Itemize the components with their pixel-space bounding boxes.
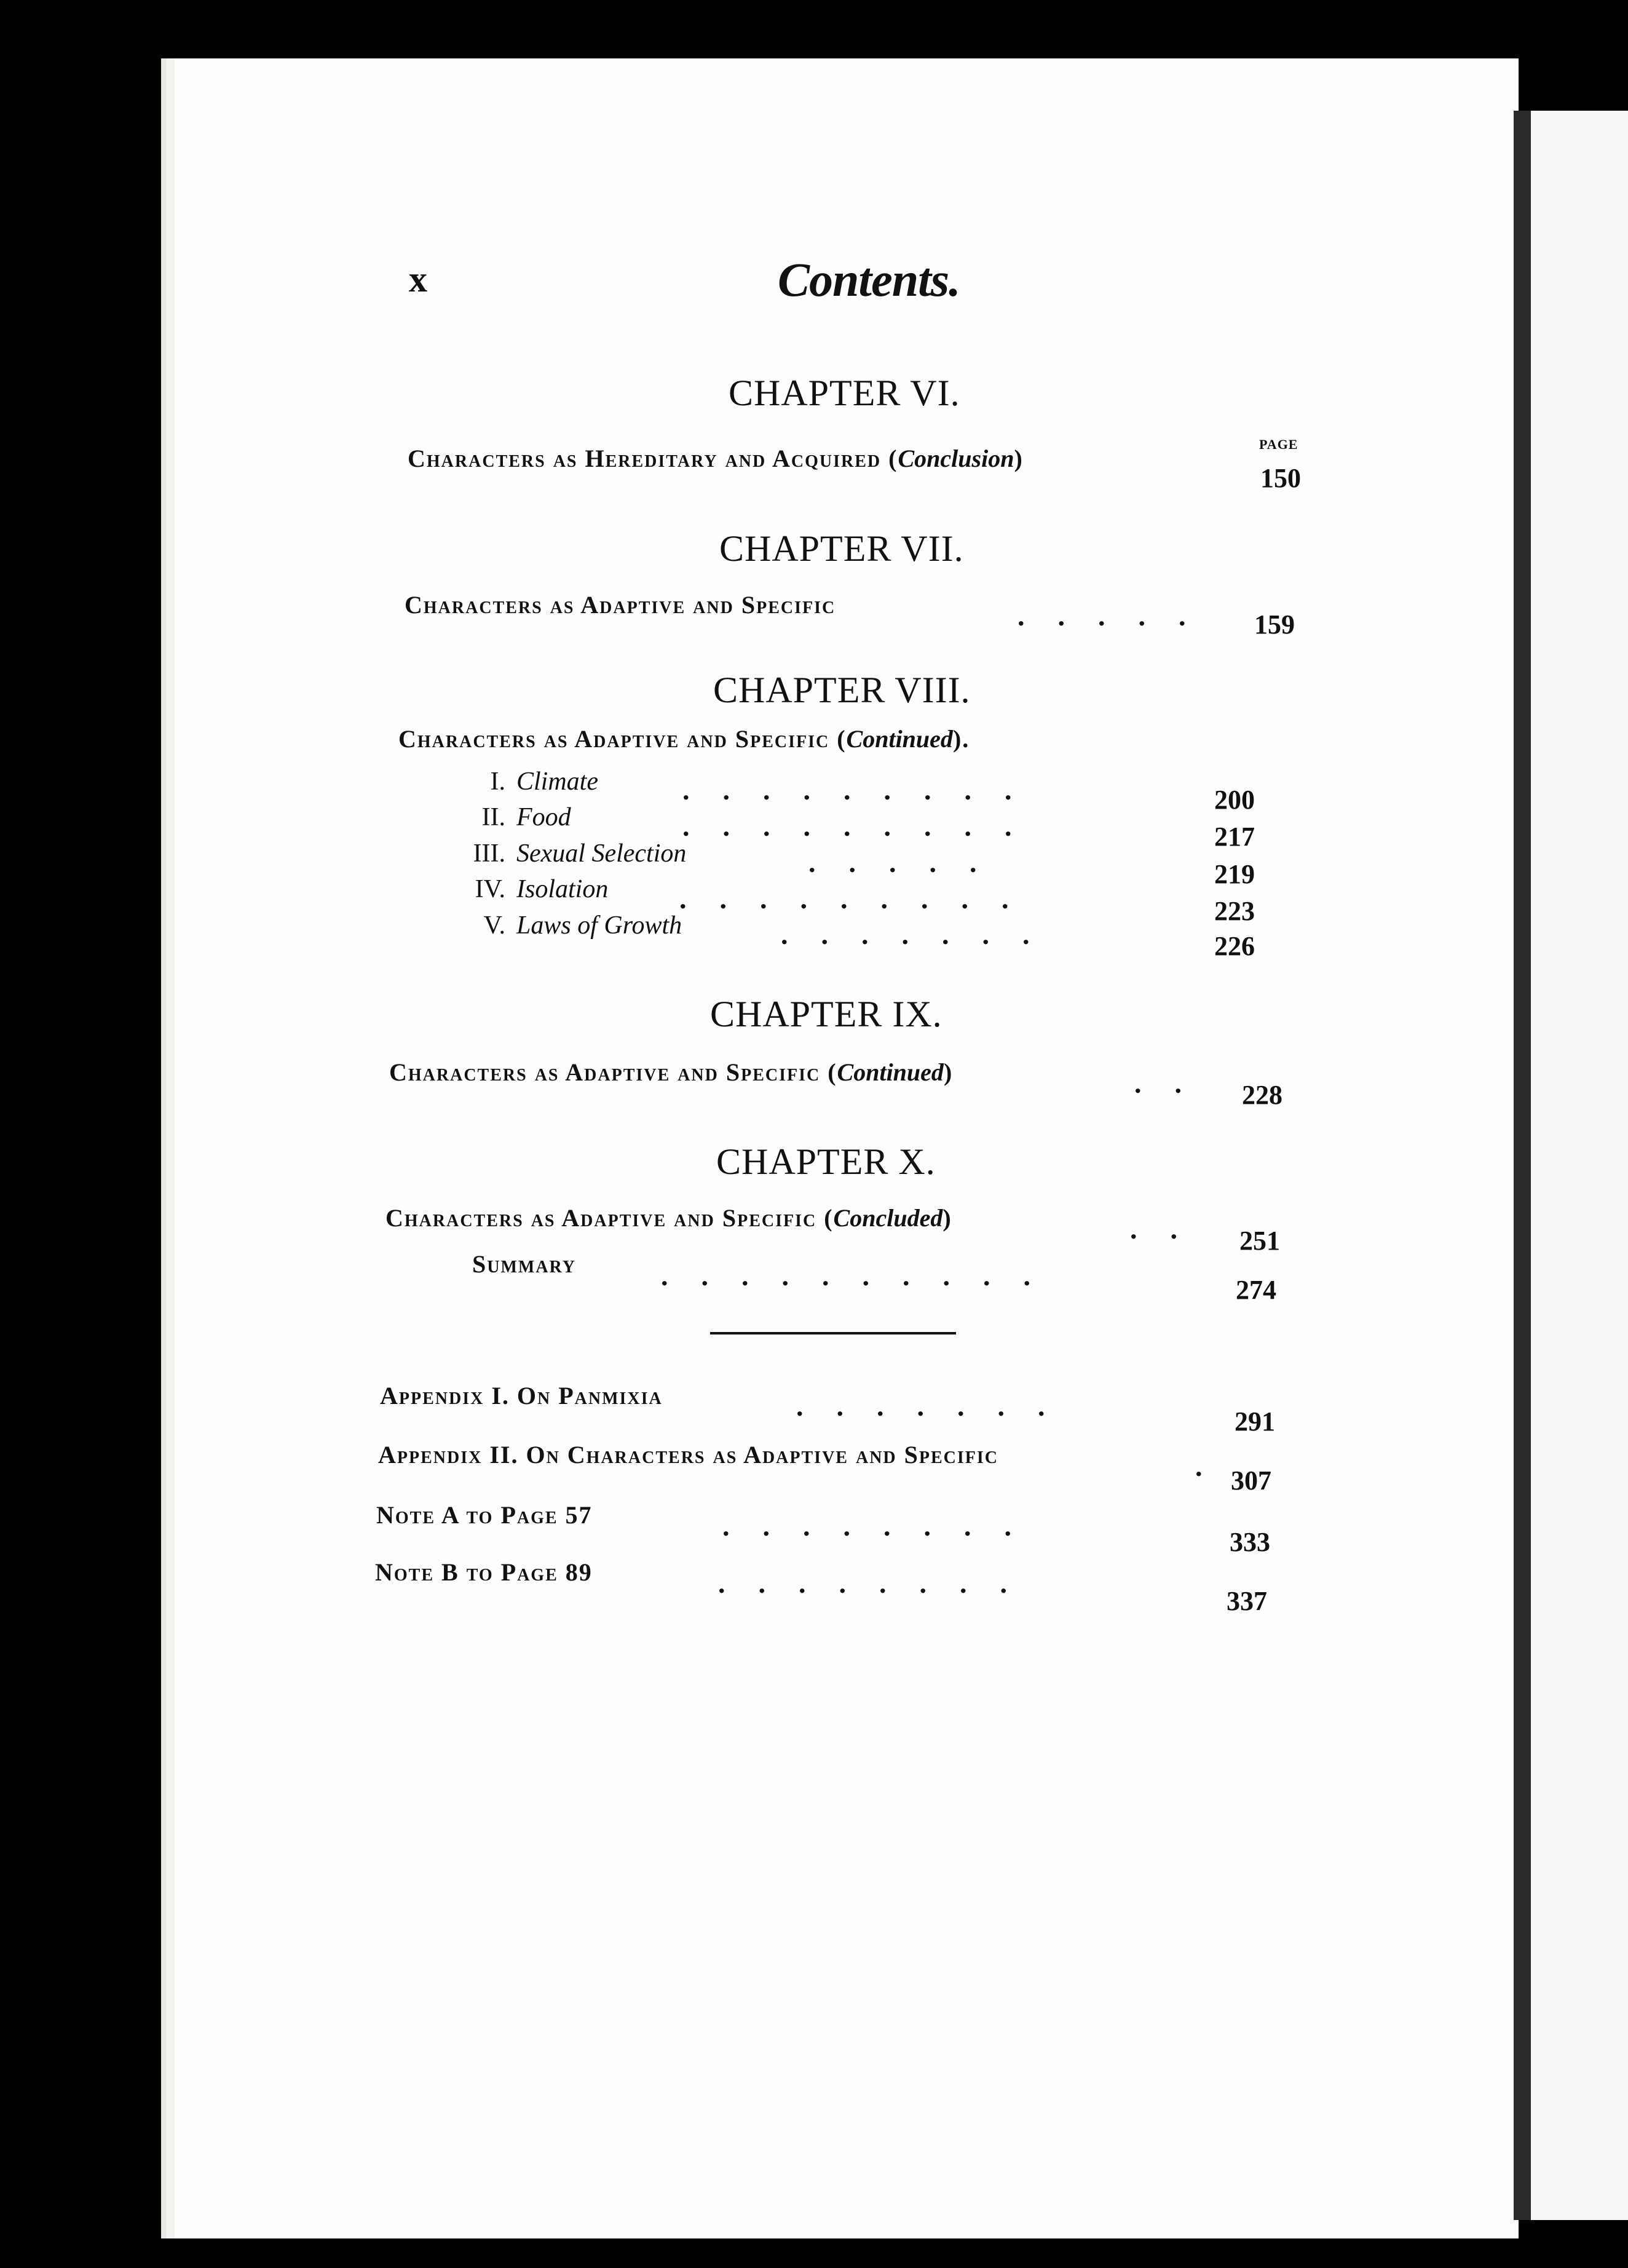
toc-sub-entry: III. Sexual Selection xyxy=(473,839,687,868)
toc-entry-page: 291 xyxy=(1235,1406,1275,1437)
toc-entry-title: Characters as Adaptive and Specific (Continued). xyxy=(398,725,970,753)
toc-entry-title: Note A to Page 57 xyxy=(376,1501,593,1529)
chapter-heading: CHAPTER X. xyxy=(716,1141,936,1182)
chapter-heading: CHAPTER IX. xyxy=(710,994,942,1034)
toc-entry-title: Summary xyxy=(472,1250,576,1278)
toc-entry-page: 333 xyxy=(1230,1527,1270,1557)
dot-leader: ........ xyxy=(722,1510,1045,1542)
toc-entry-page: 251 xyxy=(1239,1226,1280,1256)
running-title: Contents. xyxy=(778,253,960,306)
dot-leader: .......... xyxy=(661,1260,1064,1291)
toc-entry-title: Characters as Hereditary and Acquired (Conclusion) xyxy=(408,445,1024,472)
page-gutter-shadow xyxy=(1514,111,1531,2220)
toc-entry-title: Appendix II. On Characters as Adaptive and Specific xyxy=(378,1441,998,1469)
dot-leader: ..... xyxy=(1018,600,1219,632)
toc-entry-title: Appendix I. On Panmixia xyxy=(380,1382,663,1410)
chapter-heading: CHAPTER VII. xyxy=(719,528,964,569)
dot-leader: ..... xyxy=(808,847,1010,878)
dot-leader: ........ xyxy=(718,1568,1040,1599)
toc-entry-page: 337 xyxy=(1227,1586,1267,1616)
dot-leader: ....... xyxy=(781,919,1063,950)
toc-sub-entry-page: 223 xyxy=(1214,896,1255,926)
page-folio: x xyxy=(409,259,427,299)
toc-sub-entry-page: 226 xyxy=(1214,931,1255,961)
toc-entry-title: Note B to Page 89 xyxy=(375,1558,593,1586)
toc-entry-title: Characters as Adaptive and Specific (Continued) xyxy=(389,1058,954,1086)
toc-entry-page: 159 xyxy=(1254,609,1295,640)
toc-sub-entry: V. Laws of Growth xyxy=(483,911,682,940)
toc-sub-entry: IV. Isolation xyxy=(475,875,609,903)
toc-entry-page: 307 xyxy=(1231,1465,1271,1496)
toc-sub-entry-page: 217 xyxy=(1214,822,1255,852)
section-divider xyxy=(710,1332,956,1334)
toc-entry-page: 150 xyxy=(1260,463,1301,493)
toc-entry-title: Characters as Adaptive and Specific (Concluded) xyxy=(385,1204,952,1232)
toc-entry-page: 274 xyxy=(1236,1275,1276,1305)
dot-leader: ....... xyxy=(796,1390,1078,1422)
toc-sub-entry: I. Climate xyxy=(490,767,598,796)
page-column-label: PAGE xyxy=(1259,437,1298,452)
dot-leader: .. xyxy=(1130,1213,1211,1245)
dot-leader: .. xyxy=(1134,1068,1215,1099)
dot-leader: ......... xyxy=(682,774,1045,806)
facing-page-edge xyxy=(1531,111,1628,2220)
toc-sub-entry: II. Food xyxy=(481,803,571,831)
dot-leader: ......... xyxy=(682,811,1045,842)
toc-sub-entry-page: 200 xyxy=(1214,785,1255,815)
chapter-heading: CHAPTER VI. xyxy=(729,373,960,413)
dot-leader: . xyxy=(1195,1451,1236,1482)
toc-entry-page: 228 xyxy=(1242,1080,1282,1110)
dot-leader: ......... xyxy=(679,883,1042,914)
chapter-heading: CHAPTER VIII. xyxy=(713,670,971,710)
toc-entry-title: Characters as Adaptive and Specific xyxy=(405,591,836,619)
toc-sub-entry-page: 219 xyxy=(1214,859,1255,889)
